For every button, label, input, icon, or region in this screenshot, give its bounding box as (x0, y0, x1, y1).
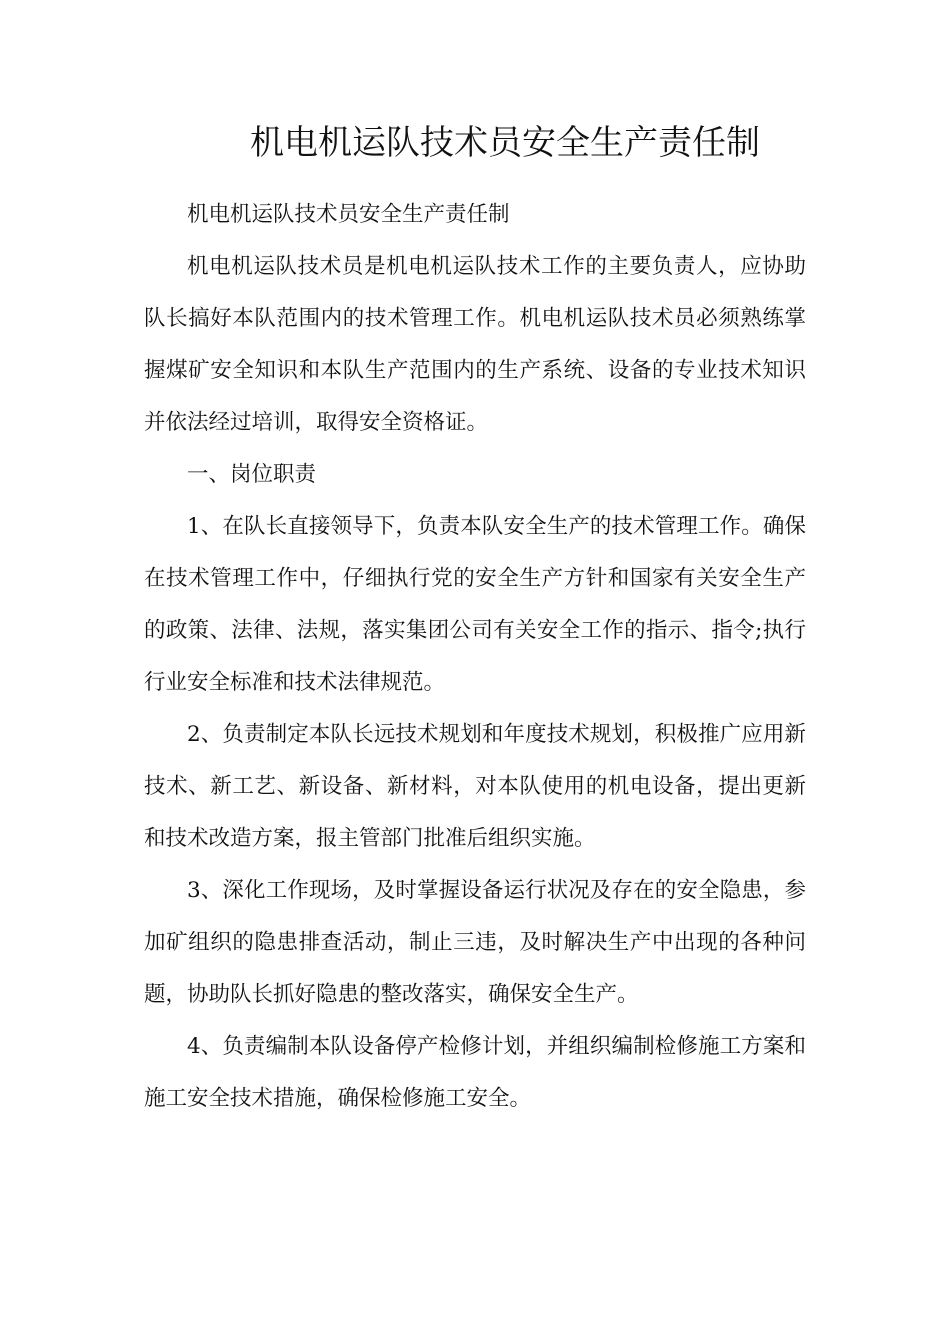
paragraph-duty-3: 3、深化工作现场，及时掌握设备运行状况及存在的安全隐患，参加矿组织的隐患排查活动，制止三违，及时解决生产中出现的各种问题，协助队长抓好隐患的整改落实，确保安全生产。 (144, 878, 806, 1007)
document-body (144, 189, 806, 1125)
paragraph-duty-2: 2、负责制定本队长远技术规划和年度技术规划，积极推广应用新技术、新工艺、新设备、新材料，对本队使用的机电设备，提出更新和技术改造方案，报主管部门批准后组织实施。 (144, 722, 806, 851)
paragraph-intro: 机电机运队技术员是机电机运队技术工作的主要负责人，应协助队长搞好本队范围内的技术管理工作。机电机运队技术员必须熟练掌握煤矿安全知识和本队生产范围内的生产系统、设备的专业技术知识并依法经过培训，取得安全资格证。 (144, 254, 806, 435)
document-title: 机电机运队技术员安全生产责任制 (250, 123, 760, 163)
paragraph-subtitle: 机电机运队技术员安全生产责任制 (187, 202, 510, 227)
paragraph-duty-4: 4、负责编制本队设备停产检修计划，并组织编制检修施工方案和施工安全技术措施，确保检修施工安全。 (144, 1034, 806, 1111)
paragraph-duty-1: 1、在队长直接领导下，负责本队安全生产的技术管理工作。确保在技术管理工作中，仔细执行党的安全生产方针和国家有关安全生产的政策、法律、法规，落实集团公司有关安全工作的指示、指令;执行行业安全标准和技术法律规范。 (144, 514, 806, 695)
section-heading-duties: 一、岗位职责 (187, 462, 317, 487)
